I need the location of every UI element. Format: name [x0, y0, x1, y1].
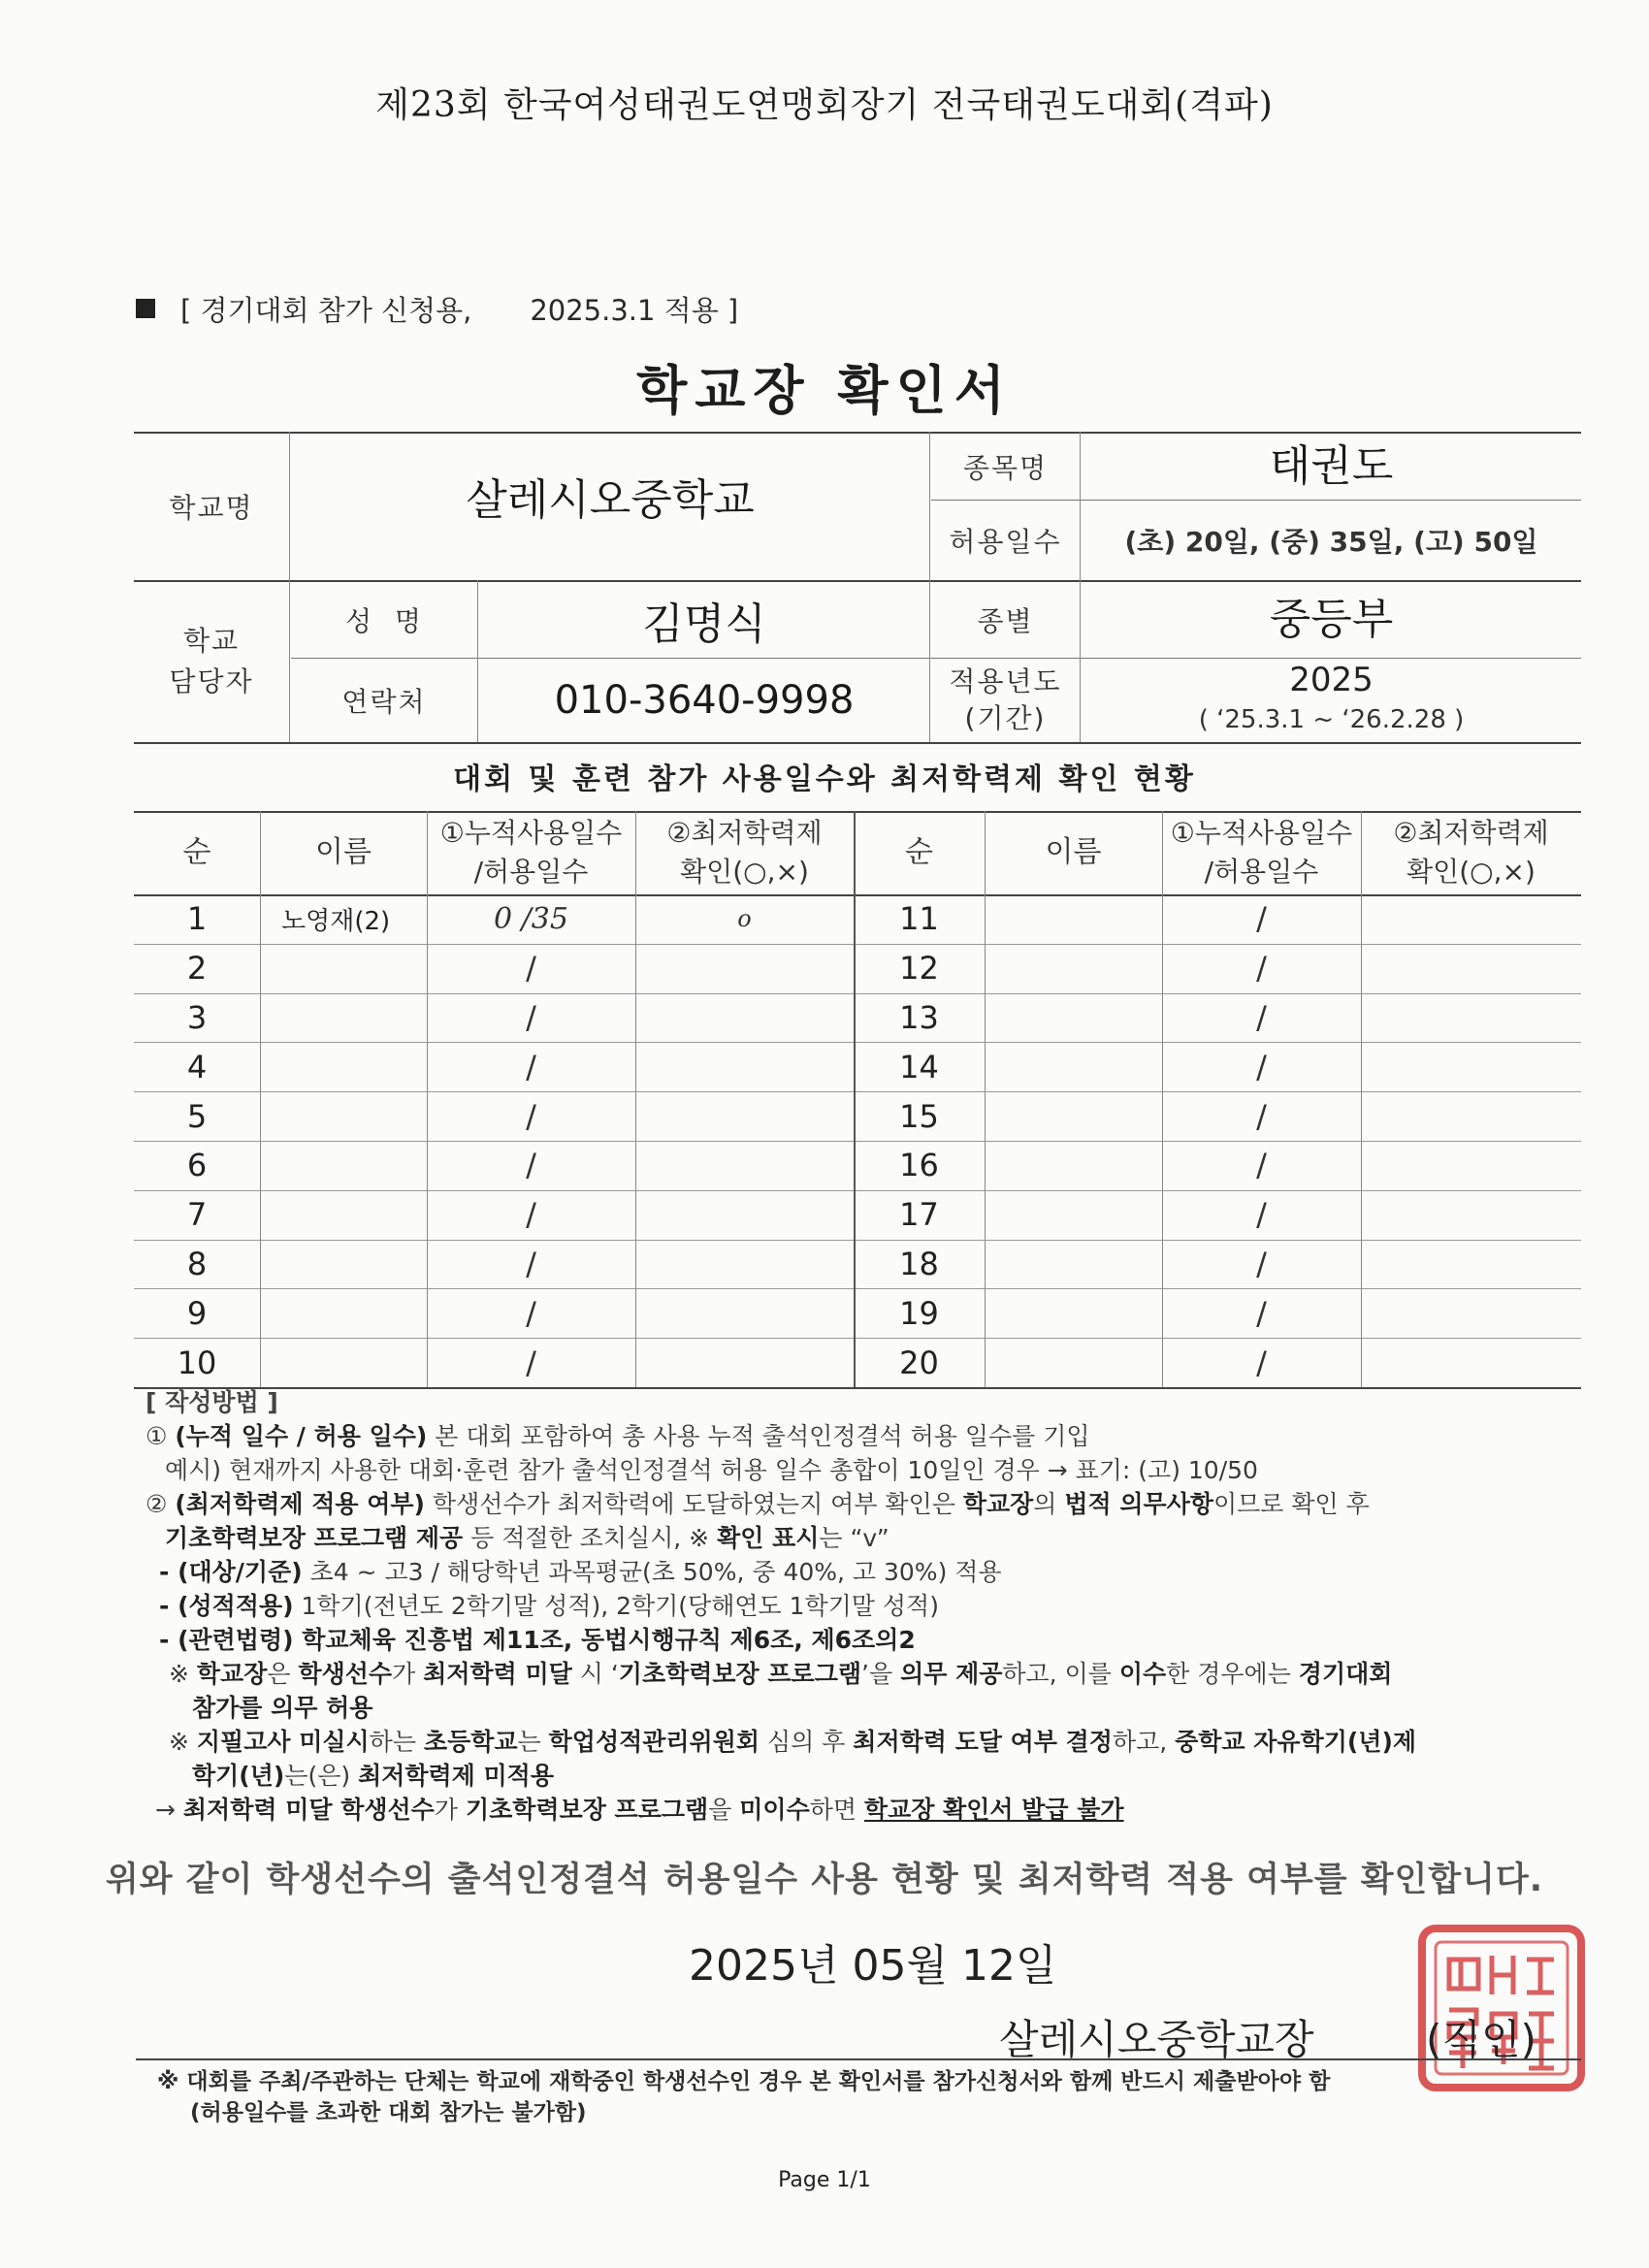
col-header-no: 순 — [182, 835, 211, 869]
athlete-name — [260, 1338, 427, 1387]
col-header-no: 순 — [905, 835, 933, 869]
instruction-line: ② (최저학력제 적용 여부) 학생선수가 최저학력에 도달하였는지 여부 확인은 학교장의 법적 의무사항이므로 확인 후 — [146, 1490, 1370, 1518]
row-number: 20 — [899, 1344, 939, 1381]
row-number: 11 — [899, 900, 939, 938]
days-used: / — [1256, 1147, 1267, 1184]
days-used: / — [1256, 1344, 1267, 1381]
allowed-days-value: (초) 20일, (중) 35일, (고) 50일 — [1124, 526, 1538, 558]
academic-check: o — [737, 905, 752, 933]
manager-name: 김명식 — [642, 599, 766, 649]
notice-prefix: [ 경기대회 참가 신청용, — [180, 294, 472, 327]
instruction-line: 학기(년)는(은) 최저학력제 미적용 — [192, 1762, 554, 1790]
row-number: 1 — [186, 900, 208, 938]
athlete-name — [260, 944, 427, 993]
records-subtitle: 대회 및 훈련 참가 사용일수와 최저학력제 확인 현황 — [453, 762, 1196, 796]
bullet-square-icon — [136, 299, 155, 318]
year-value: 2025 — [1289, 661, 1374, 699]
academic-check — [635, 1240, 854, 1289]
division-label: 종별 — [977, 604, 1034, 637]
athlete-name — [260, 1288, 427, 1338]
row-number: 3 — [186, 998, 208, 1036]
row-number: 13 — [899, 998, 939, 1036]
row-number: 19 — [899, 1294, 939, 1332]
period-value: ( ‘25.3.1 ~ ‘26.2.28 ) — [1198, 705, 1465, 734]
athlete-name — [985, 1338, 1162, 1387]
event-title: 제23회 한국여성태권도연맹회장기 전국태권도대회(격파) — [375, 85, 1274, 125]
academic-check — [1361, 1091, 1581, 1141]
row-number: 17 — [899, 1196, 939, 1234]
sport-value: 태권도 — [1269, 441, 1394, 491]
athlete-name — [260, 1141, 427, 1190]
instruction-line: ① (누적 일수 / 허용 일수) 본 대회 포함하여 총 사용 누적 출석인정결석 허용 일수를 기입 — [146, 1422, 1090, 1450]
instruction-line: - (관련법령) 학교체육 진흥법 제11조, 동법시행규칙 제6조, 제6조의2 — [159, 1626, 916, 1654]
athlete-name — [985, 993, 1162, 1043]
academic-check — [635, 1141, 854, 1190]
athlete-name: 노영재(2) — [281, 906, 391, 936]
athlete-name — [985, 894, 1162, 944]
days-used: / — [1256, 950, 1267, 988]
days-used: / — [526, 998, 536, 1036]
academic-check — [1361, 1240, 1581, 1289]
instruction-line: → 최저학력 미달 학생선수가 기초학력보장 프로그램을 미이수하면 학교장 확인서 발급 불가 — [155, 1796, 1124, 1824]
days-used: / — [1256, 1294, 1267, 1332]
days-used: 0 /35 — [494, 901, 568, 936]
footnote-line: (허용일수를 초과한 대회 참가는 불가함) — [190, 2100, 587, 2125]
athlete-name — [260, 1240, 427, 1289]
days-used: / — [1256, 1097, 1267, 1135]
document-title: 학교장 확인서 — [636, 360, 1013, 421]
academic-check — [635, 1288, 854, 1338]
instructions — [146, 1385, 1581, 1827]
athlete-name — [260, 1091, 427, 1141]
principal-name: 살레시오중학교장 — [999, 2016, 1314, 2063]
notice-line — [136, 289, 738, 329]
days-used: / — [526, 1196, 536, 1234]
issue-date: 2025년 05월 12일 — [689, 1941, 1057, 1991]
athlete-name — [985, 944, 1162, 993]
days-used: / — [1256, 1196, 1267, 1234]
days-used: / — [526, 1097, 536, 1135]
academic-check — [1361, 1141, 1581, 1190]
days-used: / — [526, 1245, 536, 1282]
academic-check — [635, 1190, 854, 1240]
academic-check — [635, 944, 854, 993]
instruction-line: ※ 학교장은 학생선수가 최저학력 미달 시 ‘기초학력보장 프로그램’을 의무 제공하고, 이를 이수한 경우에는 경기대회 — [169, 1660, 1393, 1688]
days-used: / — [526, 1048, 536, 1085]
period-label: 적용년도 (기간) — [949, 665, 1062, 734]
col-header-days: ①누적사용일수 /허용일수 — [439, 817, 623, 888]
instruction-line: 예시) 현재까지 사용한 대회·훈련 참가 출석인정결석 허용 일수 총합이 10일인 경우 → 표기: (고) 10/50 — [165, 1456, 1258, 1484]
row-number: 15 — [899, 1097, 939, 1135]
athlete-name — [260, 993, 427, 1043]
sport-label: 종목명 — [962, 451, 1049, 484]
contact-value: 010-3640-9998 — [554, 678, 855, 723]
row-number: 9 — [186, 1294, 208, 1332]
days-used: / — [1256, 1245, 1267, 1282]
academic-check — [635, 993, 854, 1043]
manager-name-label: 성 명 — [345, 604, 423, 637]
academic-check — [1361, 944, 1581, 993]
division-value: 중등부 — [1269, 595, 1394, 644]
academic-check — [1361, 1338, 1581, 1387]
school-label: 학교명 — [169, 492, 254, 524]
row-number: 7 — [186, 1196, 208, 1234]
athlete-name — [985, 1141, 1162, 1190]
footnote — [157, 2066, 1330, 2128]
days-used: / — [526, 1147, 536, 1184]
allowed-days-label: 허용일수 — [949, 526, 1062, 558]
instruction-line: - (성적적용) 1학기(전년도 2학기말 성적), 2학기(당해연도 1학기말 성적) — [159, 1592, 939, 1620]
row-number: 8 — [186, 1245, 208, 1282]
academic-check — [635, 1338, 854, 1387]
instructions-heading: [ 작성방법 ] — [146, 1388, 278, 1416]
col-header-name: 이름 — [1045, 835, 1102, 869]
athlete-name — [985, 1240, 1162, 1289]
confirmation-statement: 위와 같이 학생선수의 출석인정결석 허용일수 사용 현황 및 최저학력 적용 여부를 확인합니다. — [105, 1861, 1544, 1899]
row-number: 2 — [186, 950, 208, 988]
athlete-name — [985, 1190, 1162, 1240]
page-number: Page 1/1 — [778, 2168, 871, 2192]
academic-check — [1361, 1190, 1581, 1240]
days-used: / — [526, 1294, 536, 1332]
school-name: 살레시오중학교 — [466, 475, 755, 525]
row-number: 14 — [899, 1048, 939, 1085]
col-header-academic: ②최저학력제 확인(○,×) — [666, 817, 823, 888]
col-header-days: ①누적사용일수 /허용일수 — [1170, 817, 1353, 888]
athlete-name — [260, 1190, 427, 1240]
academic-check — [635, 1091, 854, 1141]
instruction-line: 기초학력보장 프로그램 제공 등 적절한 조치실시, ※ 확인 표시는 “v” — [165, 1524, 889, 1552]
row-number: 10 — [177, 1344, 217, 1381]
days-used: / — [1256, 900, 1267, 938]
athlete-name — [985, 1091, 1162, 1141]
row-number: 16 — [899, 1147, 939, 1184]
days-used: / — [1256, 1048, 1267, 1085]
row-number: 5 — [186, 1097, 208, 1135]
days-used: / — [526, 1344, 536, 1381]
row-number: 12 — [899, 950, 939, 988]
athlete-name — [985, 1288, 1162, 1338]
academic-check — [1361, 1042, 1581, 1091]
contact-label: 연락처 — [341, 686, 427, 718]
academic-check — [1361, 1288, 1581, 1338]
row-number: 18 — [899, 1245, 939, 1282]
manager-label: 학교 담당자 — [169, 625, 254, 697]
athlete-name — [260, 1042, 427, 1091]
days-used: / — [1256, 998, 1267, 1036]
footnote-line: ※ 대회를 주최/주관하는 단체는 학교에 재학중인 학생선수인 경우 본 확인서를 참가신청서와 함께 반드시 제출받아야 함 — [157, 2069, 1331, 2094]
academic-check — [1361, 894, 1581, 944]
col-header-academic: ②최저학력제 확인(○,×) — [1393, 817, 1549, 888]
row-number: 4 — [186, 1048, 208, 1085]
instruction-line: 참가를 의무 허용 — [192, 1694, 373, 1722]
row-number: 6 — [186, 1147, 208, 1184]
academic-check — [1361, 993, 1581, 1043]
instruction-line: - (대상/기준) 초4 ~ 고3 / 해당학년 과목평균(초 50%, 중 40%, 고 30%) 적용 — [159, 1558, 1002, 1586]
academic-check — [635, 1042, 854, 1091]
athlete-name — [985, 1042, 1162, 1091]
seal-mark: (직인) — [1426, 2016, 1536, 2063]
notice-suffix: 2025.3.1 적용 ] — [530, 294, 739, 327]
col-header-name: 이름 — [315, 835, 372, 869]
days-used: / — [526, 950, 536, 988]
instruction-line: ※ 지필고사 미실시하는 초등학교는 학업성적관리위원회 심의 후 최저학력 도달 여부 결정하고, 중학교 자유학기(년)제 — [169, 1728, 1417, 1756]
